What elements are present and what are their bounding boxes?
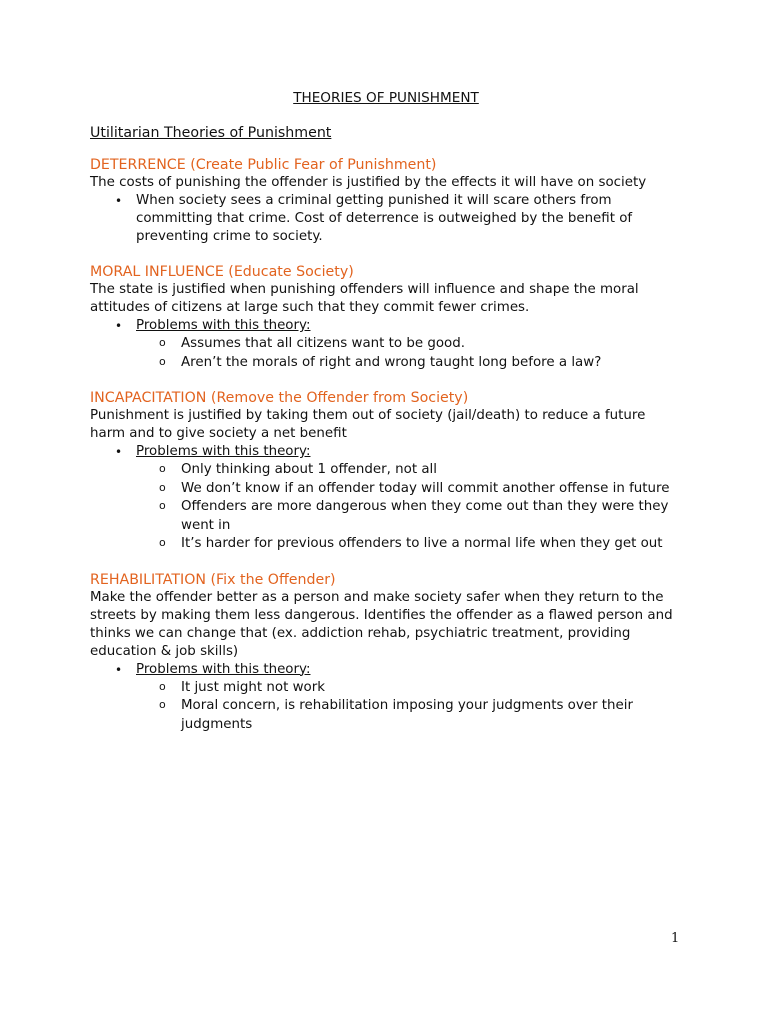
problem-text: Assumes that all citizens want to be good. <box>181 336 465 351</box>
list-item <box>90 192 682 246</box>
deterrence-bullets <box>90 192 682 246</box>
list-item <box>90 697 682 734</box>
moral-influence-heading: MORAL INFLUENCE (Educate Society) <box>90 264 354 280</box>
moral-influence-body: The state is justified when punishing offenders will influence and shape the moral attitudes of citizens at large such that they commit fewer crimes. <box>90 282 639 315</box>
list-item <box>90 498 682 535</box>
list-item <box>90 335 682 354</box>
list-item <box>90 443 682 461</box>
list-item <box>90 679 682 698</box>
problems-label: Problems with this theory: <box>136 318 311 333</box>
rehabilitation-heading: REHABILITATION (Fix the Offender) <box>90 571 336 588</box>
list-item <box>90 461 682 480</box>
section-subtitle: Utilitarian Theories of Punishment <box>90 125 332 141</box>
deterrence-heading: DETERRENCE (Create Public Fear of Punishment) <box>90 157 437 173</box>
problems-label: Problems with this theory: <box>136 661 311 677</box>
problem-text: It just might not work <box>181 679 325 695</box>
moral-influence-bullets <box>90 317 682 335</box>
bullet-icon: • <box>115 445 123 459</box>
deterrence-bullet-text: When society sees a criminal getting punished it will scare others from committing that crime. Cost of deterrence is outweighed by the benefit of preventing crime to society. <box>136 193 633 244</box>
list-item <box>90 317 682 335</box>
list-item <box>90 354 682 373</box>
document-title: THEORIES OF PUNISHMENT <box>293 90 479 106</box>
sub-bullet-icon: o <box>159 462 166 475</box>
rehabilitation-body: Make the offender better as a person and make society safer when they return to the streets by making them less dangerous. Identifies the offender as a flawed person and thinks we can change that (ex. addiction rehab, psychiatric treatment, providing education & job skills) <box>90 589 673 659</box>
rehabilitation-section <box>90 571 682 735</box>
bullet-icon: • <box>115 319 123 333</box>
rehabilitation-bullets <box>90 661 682 679</box>
incapacitation-problems <box>90 461 682 554</box>
document-page <box>90 89 682 751</box>
incapacitation-heading: INCAPACITATION (Remove the Offender from Society) <box>90 390 469 406</box>
problem-text: It’s harder for previous offenders to live a normal life when they get out <box>181 536 663 551</box>
list-item <box>90 480 682 499</box>
list-item <box>90 535 682 554</box>
sub-bullet-icon: o <box>159 336 166 349</box>
deterrence-body: The costs of punishing the offender is justified by the effects it will have on society <box>90 175 647 190</box>
sub-bullet-icon: o <box>159 679 166 693</box>
sub-bullet-icon: o <box>159 480 166 494</box>
bullet-icon: • <box>115 194 123 208</box>
problem-text: Only thinking about 1 offender, not all <box>181 462 437 477</box>
incapacitation-section <box>90 389 682 554</box>
list-item <box>90 661 682 679</box>
problem-text: Moral concern, is rehabilitation imposing your judgments over their judgments <box>181 698 634 732</box>
moral-influence-problems <box>90 335 682 372</box>
sub-bullet-icon: o <box>159 698 166 711</box>
rehabilitation-problems <box>90 679 682 735</box>
problems-label: Problems with this theory: <box>136 444 311 459</box>
incapacitation-body: Punishment is justified by taking them out of society (jail/death) to reduce a future harm and to give society a net benefit <box>90 408 646 441</box>
moral-influence-section <box>90 263 682 372</box>
incapacitation-bullets <box>90 443 682 461</box>
problem-text: Aren’t the morals of right and wrong taught long before a law? <box>181 354 602 370</box>
sub-bullet-icon: o <box>159 499 166 512</box>
bullet-icon: • <box>115 662 123 677</box>
problem-text: We don’t know if an offender today will commit another offense in future <box>181 480 670 496</box>
sub-bullet-icon: o <box>159 354 166 368</box>
sub-bullet-icon: o <box>159 536 166 549</box>
page-number: 1 <box>671 931 680 946</box>
problem-text: Offenders are more dangerous when they come out than they were they went in <box>181 499 669 533</box>
deterrence-section <box>90 156 682 246</box>
